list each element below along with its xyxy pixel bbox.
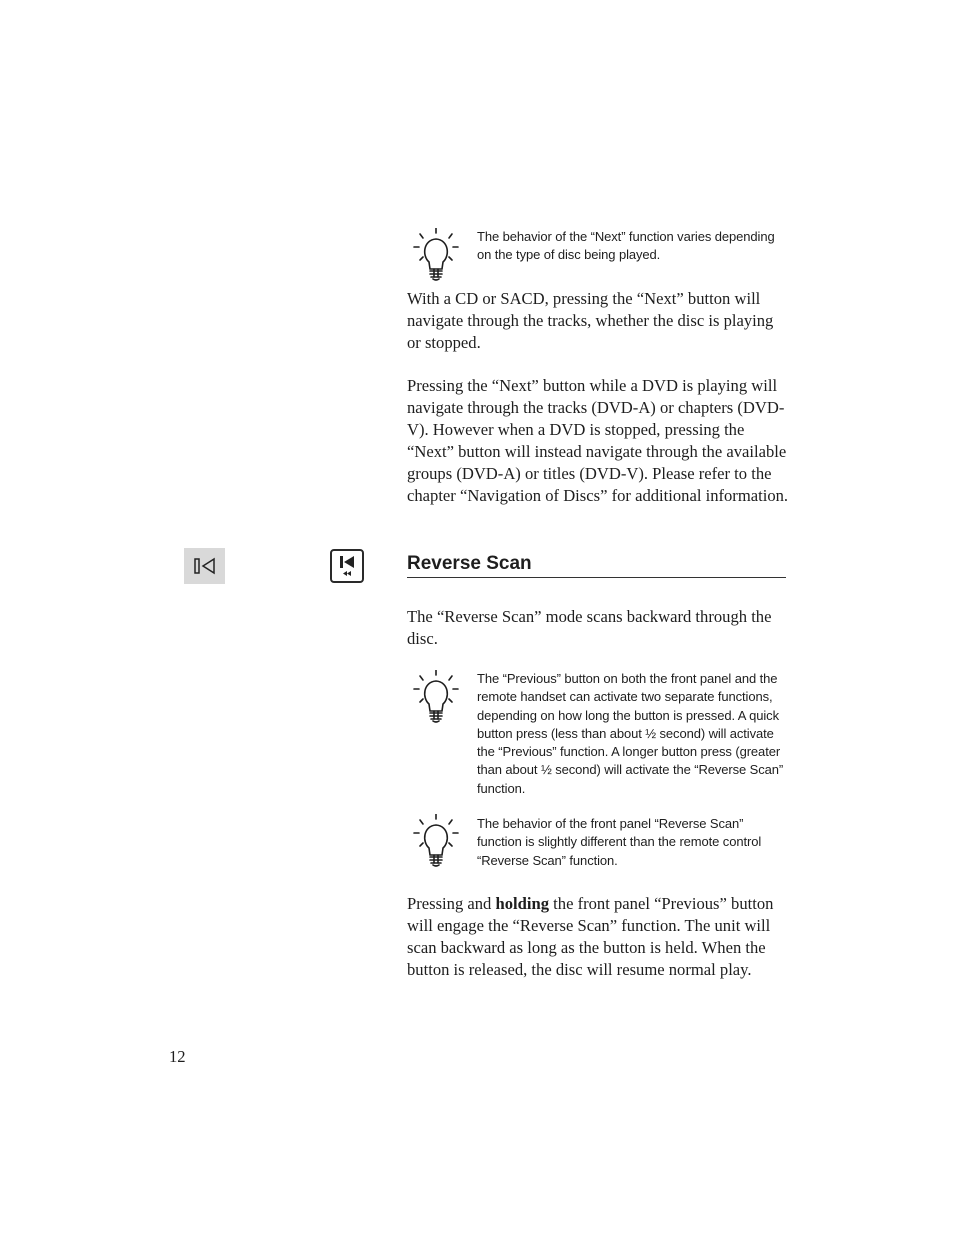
- holding-emphasis: holding: [495, 894, 550, 913]
- tip-previous-functions: The “Previous” button on both the front panel and the remote handset can activate two separate functions, depending on how long the button is pressed. A quick button press (less than about ½ second) will activate the “Previous” function. A longer button press (greater than about ½ second) will activate the “Reverse Scan” function.: [477, 671, 784, 796]
- lightbulb-icon: [412, 228, 462, 282]
- paragraph-reverse-intro: The “Reverse Scan” mode scans backward through the disc.: [407, 607, 772, 648]
- previous-remote-icon: [330, 549, 364, 583]
- paragraph-cd-sacd: With a CD or SACD, pressing the “Next” button will navigate through the tracks, whether the disc is playing or stopped.: [407, 289, 774, 352]
- paragraph-holding-end: the front panel “Previous” button will engage the “Reverse Scan” function. The unit will scan backward as long as the button is held. When the button is released, the disc will resume normal play.: [407, 894, 774, 979]
- page-number: 12: [169, 1047, 186, 1066]
- lightbulb-icon: [412, 814, 462, 868]
- lightbulb-icon: [412, 670, 462, 724]
- paragraph-holding: [407, 893, 789, 981]
- paragraph-dvd: Pressing the “Next” button while a DVD is playing will navigate through the tracks (DVD-A) or chapters (DVD-V). However when a DVD is stopped, pressing the “Next” button will instead navigate through the available groups (DVD-A) or titles (DVD-V). Please refer to the chapter “Navigation of Discs” for additional information.: [407, 376, 789, 505]
- tip-reverse-scan-difference: The behavior of the front panel “Reverse Scan” function is slightly different than the remote control “Reverse Scan” function.: [477, 816, 762, 868]
- section-heading: Reverse Scan: [407, 553, 786, 578]
- previous-front-panel-icon: [184, 548, 225, 584]
- tip-next-behavior: The behavior of the “Next” function varies depending on the type of disc being played.: [477, 229, 775, 263]
- paragraph-holding-start: Pressing and: [407, 894, 496, 913]
